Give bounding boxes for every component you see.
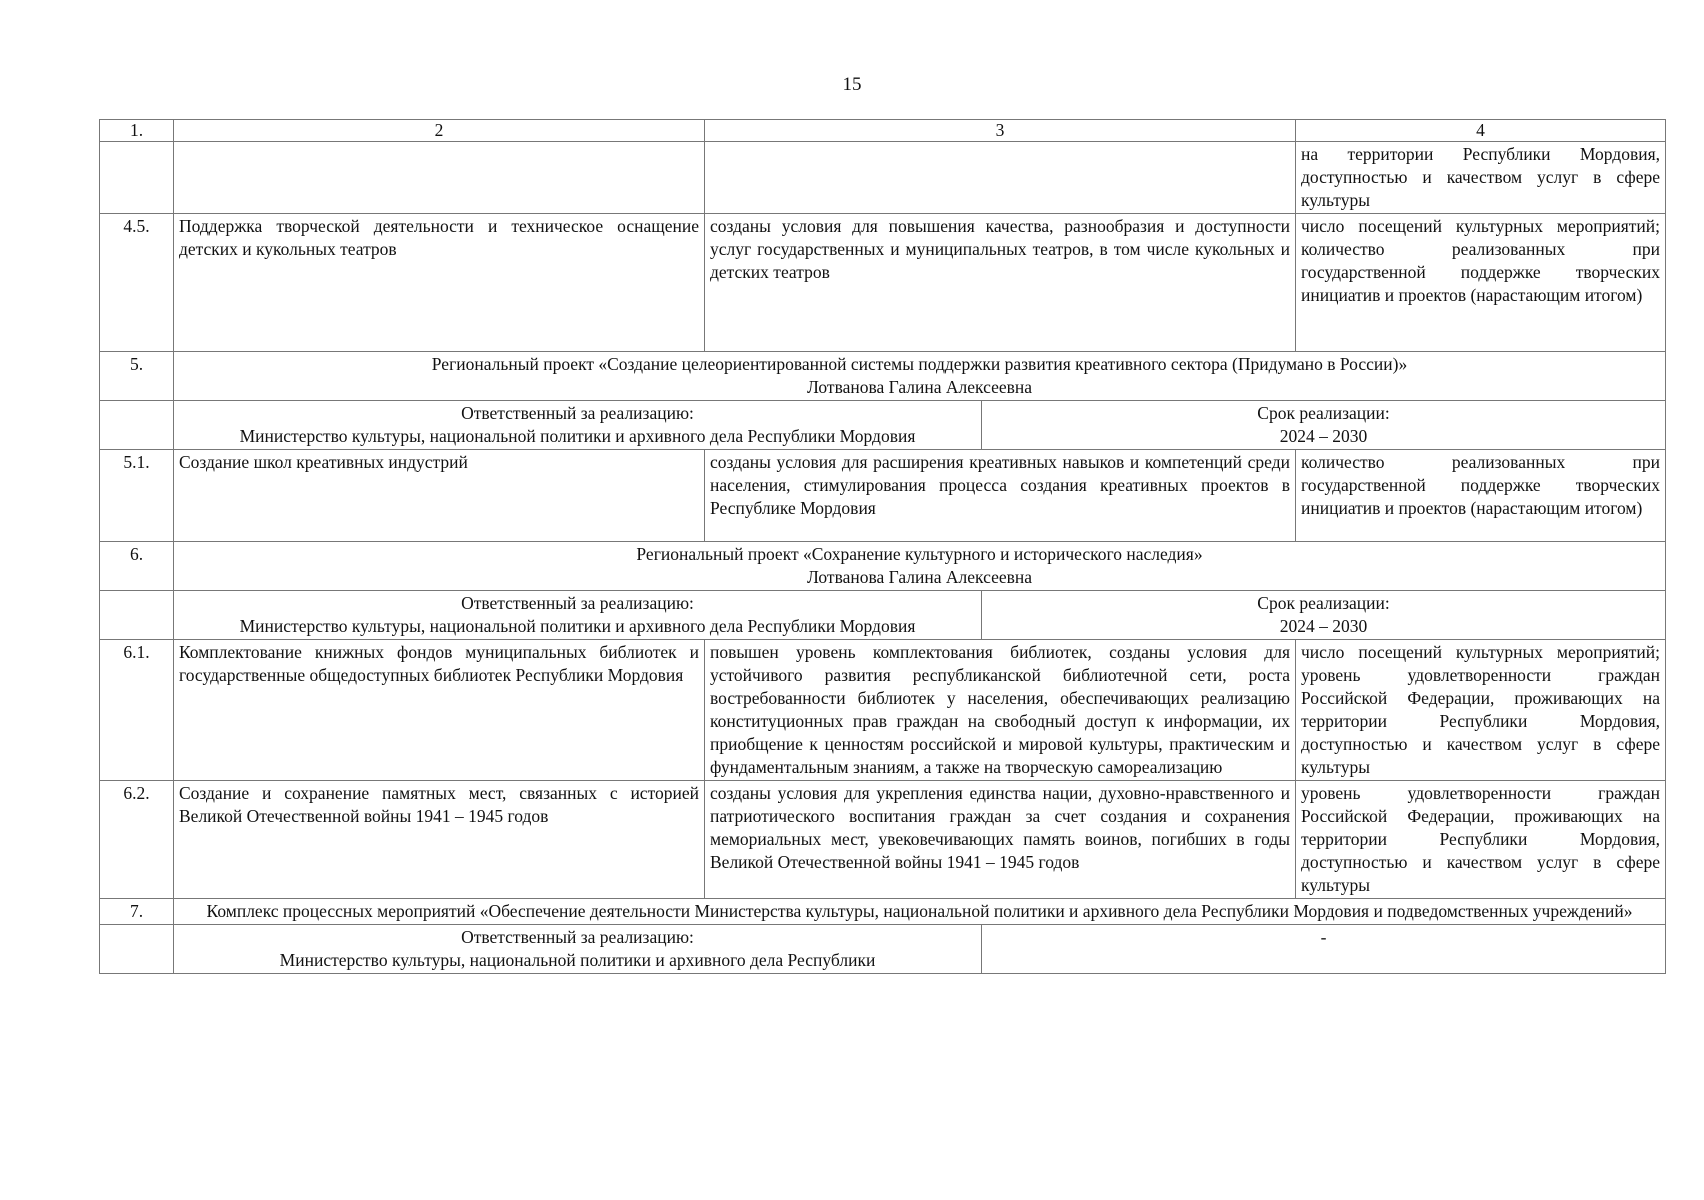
term-value: 2024 – 2030 <box>1279 616 1368 636</box>
event-name: Поддержка творческой деятельности и техническое оснащение детских и кукольных театров <box>174 214 705 352</box>
section-number: 6. <box>100 542 174 591</box>
table-header-row <box>100 120 1666 142</box>
term-label: Срок реализации: <box>1257 403 1390 423</box>
table-row <box>100 640 1666 781</box>
row-number: 4.5. <box>100 214 174 352</box>
term-value: 2024 – 2030 <box>1279 426 1368 446</box>
event-result: повышен уровень комплектования библиотек, созданы условия для устойчивого развития республиканской библиотечной сети, роста востребованности библиотек у населения, обеспечивающих реализацию конституционных прав граждан на свободный доступ к информации, их приобщение к ценностям российской и мировой культуры, практическим и фундаментальным знаниям, а также на творческую самореализацию <box>705 640 1296 781</box>
event-indicator: уровень удовлетворенности граждан Российской Федерации, проживающих на территории Республики Мордовия, доступностью и качеством услуг в сфере культуры <box>1296 781 1666 899</box>
term-cell <box>982 925 1666 974</box>
row-number: 5.1. <box>100 450 174 542</box>
term-cell <box>982 401 1666 450</box>
table-row <box>100 450 1666 542</box>
responsible-cell <box>174 925 982 974</box>
section-title: Региональный проект «Сохранение культурного и исторического наследия» <box>636 544 1203 564</box>
section-number: 7. <box>100 899 174 925</box>
header-col-1: 1. <box>100 120 174 142</box>
section-title: Региональный проект «Создание целеориентированной системы поддержки развития креативного сектора (Придумано в России)» <box>431 354 1408 374</box>
responsible-value: Министерство культуры, национальной политики и архивного дела Республики Мордовия <box>239 616 916 636</box>
section-title: Комплекс процессных мероприятий «Обеспечение деятельности Министерства культуры, национальной политики и архивного дела Республики Мордовия и подведомственных учреждений» <box>174 899 1666 925</box>
term-label: Срок реализации: <box>1257 593 1390 613</box>
row-number: 6.2. <box>100 781 174 899</box>
table-row <box>100 781 1666 899</box>
event-result: созданы условия для расширения креативных навыков и компетенций среди населения, стимулирования процесса создания креативных проектов в Республике Мордовия <box>705 450 1296 542</box>
header-col-2: 2 <box>174 120 705 142</box>
term-value: - <box>1320 927 1327 947</box>
empty-cell <box>100 925 174 974</box>
responsible-value: Министерство культуры, национальной политики и архивного дела Республики Мордовия <box>239 426 916 446</box>
event-indicator: число посещений культурных мероприятий; уровень удовлетворенности граждан Российской Федерации, проживающих на территории Республики Мордовия, доступностью и качеством услуг в сфере культуры <box>1296 640 1666 781</box>
event-result: созданы условия для повышения качества, разнообразия и доступности услуг государственных и муниципальных театров, в том числе кукольных и детских театров <box>705 214 1296 352</box>
continuation-num <box>100 142 174 214</box>
continuation-row <box>100 142 1666 214</box>
responsible-cell <box>174 401 982 450</box>
section-leader: Лотванова Галина Алексеевна <box>806 377 1032 397</box>
responsible-label: Ответственный за реализацию: <box>461 403 694 423</box>
continuation-result <box>705 142 1296 214</box>
continuation-indicator: на территории Республики Мордовия, доступностью и качеством услуг в сфере культуры <box>1296 142 1666 214</box>
section-title-cell <box>174 352 1666 401</box>
responsible-label: Ответственный за реализацию: <box>461 593 694 613</box>
empty-cell <box>100 401 174 450</box>
section-row <box>100 899 1666 925</box>
responsible-value: Министерство культуры, национальной политики и архивного дела Республики <box>279 950 876 970</box>
empty-cell <box>100 591 174 640</box>
event-name: Комплектование книжных фондов муниципальных библиотек и государственные общедоступных библиотек Республики Мордовия <box>174 640 705 781</box>
event-result: созданы условия для укрепления единства нации, духовно-нравственного и патриотического воспитания граждан за счет создания и сохранения мемориальных мест, увековечивающих память воинов, погибших в годы Великой Отечественной войны 1941 – 1945 годов <box>705 781 1296 899</box>
section-row <box>100 352 1666 401</box>
event-indicator: число посещений культурных мероприятий; количество реализованных при государственной поддержке творческих инициатив и проектов (нарастающим итогом) <box>1296 214 1666 352</box>
program-table <box>99 119 1666 974</box>
section-row <box>100 542 1666 591</box>
section-leader: Лотванова Галина Алексеевна <box>806 567 1032 587</box>
continuation-name <box>174 142 705 214</box>
responsibility-row <box>100 925 1666 974</box>
table-row <box>100 214 1666 352</box>
event-name: Создание и сохранение памятных мест, связанных с историей Великой Отечественной войны 1941 – 1945 годов <box>174 781 705 899</box>
header-col-3: 3 <box>705 120 1296 142</box>
responsible-label: Ответственный за реализацию: <box>461 927 694 947</box>
event-name: Создание школ креативных индустрий <box>174 450 705 542</box>
page-number: 15 <box>842 74 862 95</box>
term-cell <box>982 591 1666 640</box>
responsibility-row <box>100 401 1666 450</box>
section-number: 5. <box>100 352 174 401</box>
section-title-cell <box>174 542 1666 591</box>
responsibility-row <box>100 591 1666 640</box>
responsible-cell <box>174 591 982 640</box>
event-indicator: количество реализованных при государственной поддержке творческих инициатив и проектов (нарастающим итогом) <box>1296 450 1666 542</box>
header-col-4: 4 <box>1296 120 1666 142</box>
row-number: 6.1. <box>100 640 174 781</box>
